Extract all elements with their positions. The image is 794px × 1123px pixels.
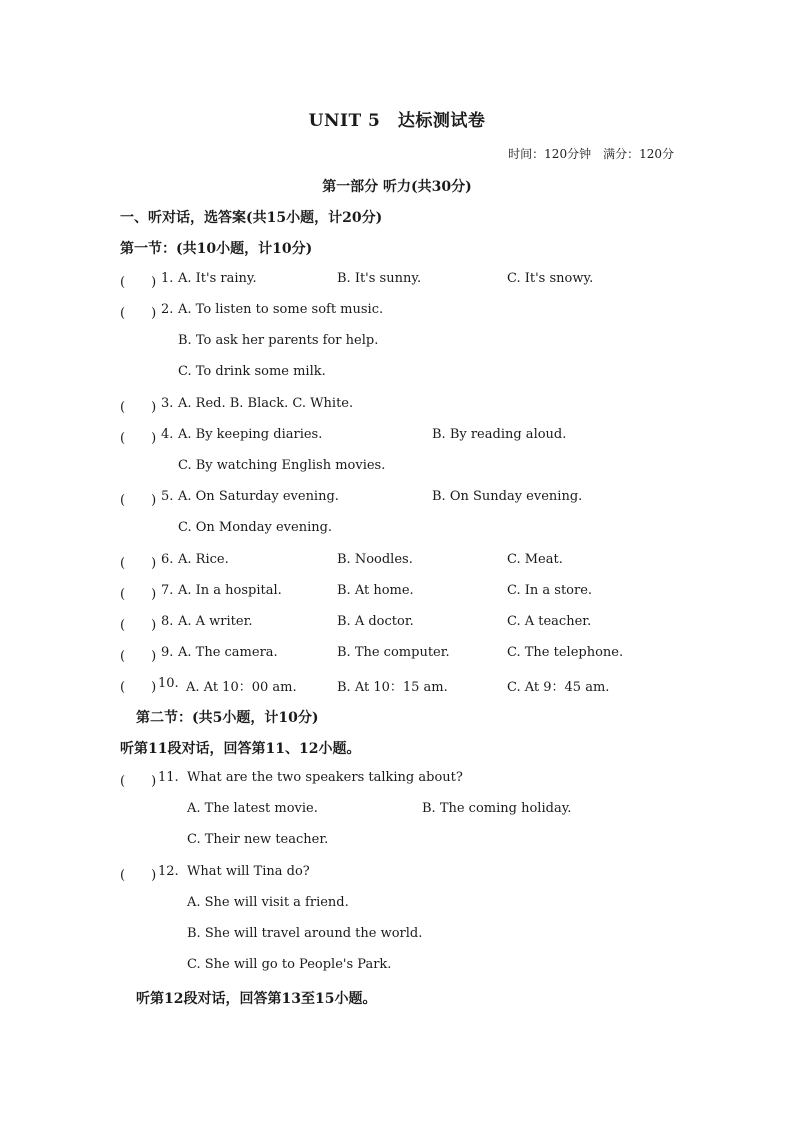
question-stem: What will Tina do?: [187, 864, 310, 879]
answer-blank[interactable]: ( ): [120, 618, 157, 633]
question-number: 11.: [158, 770, 179, 785]
question-stem: What are the two speakers talking about?: [187, 770, 463, 785]
option-c: C. To drink some milk.: [178, 364, 326, 379]
option-c: C. Their new teacher.: [187, 832, 329, 847]
answer-blank[interactable]: ( ): [120, 556, 157, 571]
section-heading: 一、听对话，选答案(共15小题，计20分): [120, 210, 383, 226]
option-c: C. The telephone.: [507, 645, 624, 660]
option-c: C. At 9：45 am.: [507, 680, 610, 695]
option-a: A. She will visit a friend.: [187, 895, 349, 910]
question-number: 5.: [161, 489, 174, 504]
answer-blank[interactable]: ( ): [120, 680, 157, 695]
option-c: C. A teacher.: [507, 614, 592, 629]
option-a: A. The latest movie.: [187, 801, 318, 816]
question-number: 1.: [161, 271, 174, 286]
answer-blank[interactable]: ( ): [120, 774, 157, 789]
option-a: A. Rice.: [178, 552, 229, 567]
option-a: A. By keeping diaries.: [178, 427, 323, 442]
answer-blank[interactable]: ( ): [120, 493, 157, 508]
answer-blank[interactable]: ( ): [120, 587, 157, 602]
option-b: B. To ask her parents for help.: [178, 333, 379, 348]
answer-blank[interactable]: ( ): [120, 649, 157, 664]
option-b: B. By reading aloud.: [432, 427, 567, 442]
exam-meta: [508, 145, 674, 162]
question-number: 10.: [158, 676, 179, 691]
answer-blank[interactable]: ( ): [120, 400, 157, 415]
option-a: A. A writer.: [178, 614, 253, 629]
subsection-heading-1: 第一节：(共10小题，计10分): [120, 241, 313, 257]
option-b: B. On Sunday evening.: [432, 489, 583, 504]
options-line: A. Red. B. Black. C. White.: [178, 396, 354, 411]
option-b: B. The coming holiday.: [422, 801, 572, 816]
question-number: 7.: [161, 583, 174, 598]
option-a: A. In a hospital.: [178, 583, 282, 598]
option-c: C. By watching English movies.: [178, 458, 386, 473]
subsection-heading-2: 第二节：(共5小题，计10分): [136, 710, 319, 726]
option-b: B. Noodles.: [337, 552, 413, 567]
option-a: A. The camera.: [178, 645, 278, 660]
answer-blank[interactable]: ( ): [120, 306, 157, 321]
option-a: A. To listen to some soft music.: [178, 302, 384, 317]
option-a: A. At 10：00 am.: [186, 680, 297, 695]
option-a: A. On Saturday evening.: [178, 489, 339, 504]
option-c: C. In a store.: [507, 583, 593, 598]
question-number: 9.: [161, 645, 174, 660]
dialog-instruction-11: 听第11段对话，回答第11、12小题。: [120, 741, 361, 757]
option-b: B. A doctor.: [337, 614, 414, 629]
answer-blank[interactable]: ( ): [120, 868, 157, 883]
question-number: 2.: [161, 302, 174, 317]
option-b: B. At home.: [337, 583, 414, 598]
full-score: 满分：120分: [603, 147, 674, 161]
option-c: C. On Monday evening.: [178, 520, 333, 535]
question-number: 4.: [161, 427, 174, 442]
answer-blank[interactable]: ( ): [120, 275, 157, 290]
option-b: B. At 10：15 am.: [337, 680, 448, 695]
option-b: B. She will travel around the world.: [187, 926, 423, 941]
answer-blank[interactable]: ( ): [120, 431, 157, 446]
option-c: C. She will go to People's Park.: [187, 957, 392, 972]
page-title: UNIT 5 达标测试卷: [308, 111, 486, 131]
question-number: 8.: [161, 614, 174, 629]
dialog-instruction-12: 听第12段对话，回答第13至15小题。: [136, 991, 377, 1007]
part-heading: 第一部分 听力(共30分): [322, 179, 472, 195]
option-b: B. It's sunny.: [337, 271, 422, 286]
question-number: 12.: [158, 864, 179, 879]
option-c: C. It's snowy.: [507, 271, 594, 286]
option-b: B. The computer.: [337, 645, 450, 660]
question-number: 3.: [161, 396, 174, 411]
option-a: A. It's rainy.: [178, 271, 257, 286]
option-c: C. Meat.: [507, 552, 563, 567]
time-limit: 时间：120分钟: [508, 147, 592, 161]
question-number: 6.: [161, 552, 174, 567]
